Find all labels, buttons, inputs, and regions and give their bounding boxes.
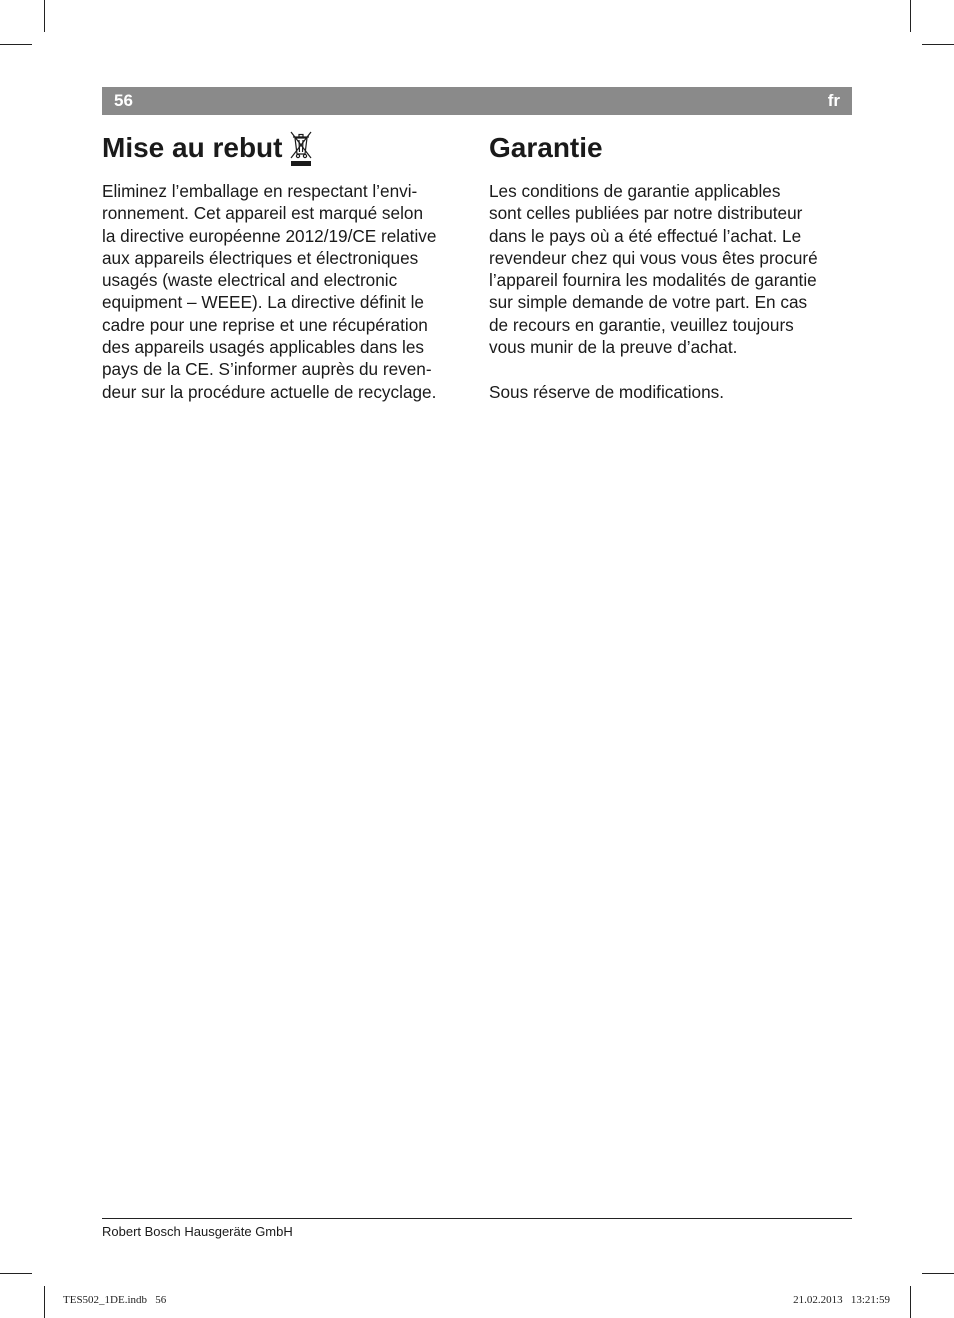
warranty-title: Garantie [489, 132, 603, 163]
text-line: ronnement. Cet appareil est marqué selon [102, 203, 424, 224]
text-line: l’appareil fournira les modalités de garantie [489, 270, 817, 291]
print-slug-date: 21.02.2013 13:21:59 [793, 1294, 890, 1306]
disposal-section [102, 128, 468, 403]
text-line: Eliminez l’emballage en respectant l’envi- [102, 181, 418, 201]
language-code: fr [827, 91, 840, 110]
text-line: pays de la CE. S’informer auprès du reven- [102, 359, 432, 380]
page-header-bar [102, 87, 852, 115]
crop-mark-top-right-v [910, 0, 911, 32]
text-line: des appareils usagés applicables dans les [102, 337, 424, 358]
crop-mark-top-right-h [922, 44, 954, 45]
modification-note: Sous réserve de modifications. [489, 381, 725, 402]
text-line: cadre pour une reprise et une récupération [102, 314, 428, 335]
text-line: sont celles publiées par notre distributeur [489, 203, 803, 224]
text-line: revendeur chez qui vous vous êtes procuré [489, 247, 818, 268]
crop-mark-bottom-left-v [44, 1286, 45, 1318]
footer-company: Robert Bosch Hausgeräte GmbH [102, 1224, 293, 1239]
crop-mark-bottom-left-h [0, 1273, 32, 1274]
page-number: 56 [114, 91, 133, 110]
text-line: equipment – WEEE). La directive définit le [102, 292, 424, 313]
crop-mark-top-left-v [44, 0, 45, 32]
warranty-heading [489, 128, 855, 168]
text-line: usagés (waste electrical and electronic [102, 270, 398, 291]
text-line: vous munir de la preuve d’achat. [489, 337, 738, 358]
text-line: deur sur la procédure actuelle de recyclage. [102, 381, 437, 402]
text-line: dans le pays où a été effectué l’achat. Le [489, 225, 802, 246]
weee-crossed-bin-icon [288, 129, 314, 167]
footer-divider [102, 1218, 852, 1219]
print-slug-file: TES502_1DE.indb 56 [63, 1294, 167, 1306]
text-line: aux appareils électriques et électroniques [102, 247, 419, 268]
disposal-text [102, 180, 468, 403]
warranty-text [489, 180, 855, 403]
disposal-title: Mise au rebut [102, 132, 283, 163]
text-line: la directive européenne 2012/19/CE relative [102, 225, 437, 246]
warranty-section [489, 128, 855, 403]
disposal-heading [102, 128, 468, 168]
text-line: sur simple demande de votre part. En cas [489, 292, 808, 313]
crop-mark-bottom-right-h [922, 1273, 954, 1274]
crop-mark-top-left-h [0, 44, 32, 45]
text-line: de recours en garantie, veuillez toujours [489, 314, 794, 335]
text-line: Les conditions de garantie applicables [489, 181, 781, 201]
crop-mark-bottom-right-v [910, 1286, 911, 1318]
